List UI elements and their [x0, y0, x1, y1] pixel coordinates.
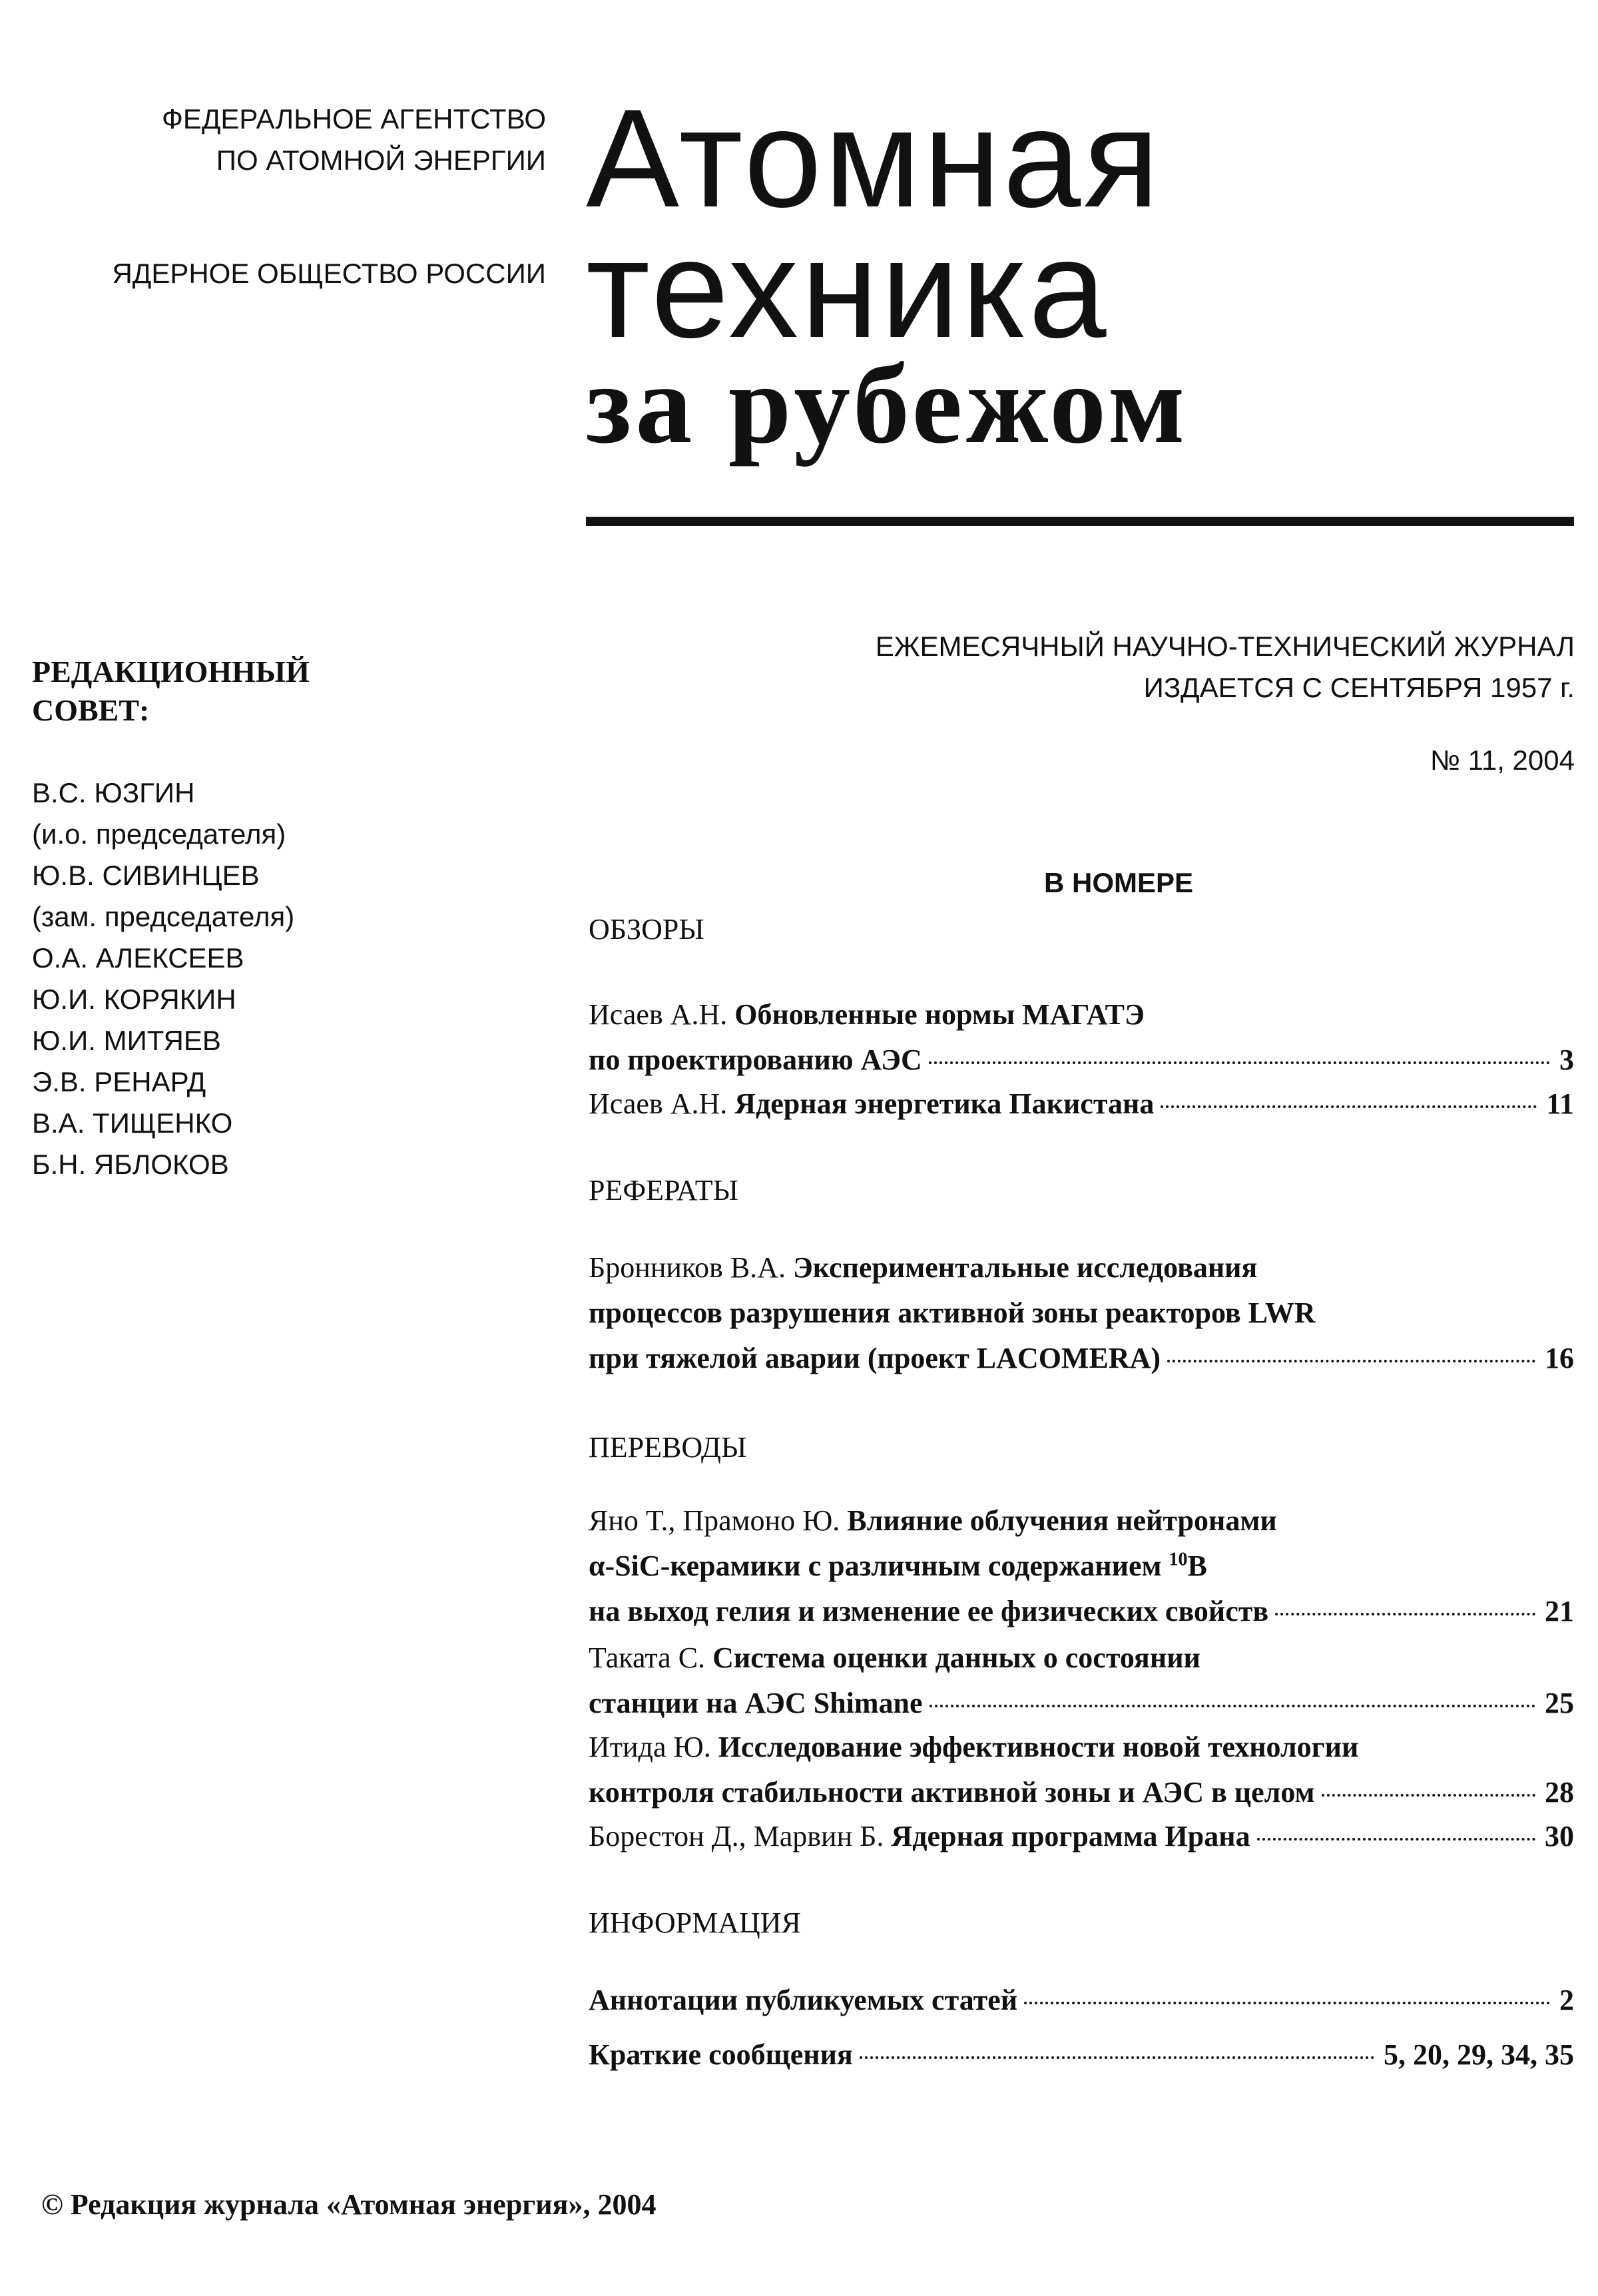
board-member: Ю.В. СИВИНЦЕВ [32, 860, 260, 891]
masthead-line-1: Атомная [586, 80, 1162, 236]
entry-page: 2 [1559, 1984, 1574, 2016]
dot-leader [1167, 1360, 1535, 1362]
entry-title: Влияние облучения нейтронами [847, 1504, 1277, 1537]
entry-author: Борестон Д., Марвин Б. [589, 1820, 884, 1853]
masthead-line-3: за рубежом [586, 342, 1189, 467]
entry-title: Исследование эффективности новой технологии [718, 1731, 1359, 1763]
masthead-line-2: техника [586, 210, 1109, 367]
entry-title: Аннотации публикуемых статей [589, 1984, 1018, 2016]
dot-leader [1257, 1838, 1535, 1841]
dot-leader [1322, 1794, 1535, 1797]
editorial-board [32, 653, 511, 1185]
contents-entry [589, 1635, 1574, 1726]
journal-masthead [586, 80, 1585, 467]
contents-entry [589, 1245, 1574, 1381]
entry-author: Яно Т., Прамоно Ю. [589, 1504, 840, 1537]
entry-title: Краткие сообщения [589, 2038, 853, 2071]
entry-title: на выход гелия и изменение ее физических свойств [589, 1595, 1269, 1627]
contents-title: В НОМЕРЕ [1043, 867, 1194, 898]
contents-entry [589, 1725, 1574, 1815]
publishers-block [53, 99, 546, 294]
entry-page: 11 [1546, 1087, 1574, 1120]
entry-title: по проектированию АЭС [589, 1043, 922, 1076]
board-member: Б.Н. ЯБЛОКОВ [32, 1149, 229, 1180]
section-heading-translations: ПЕРЕВОДЫ [589, 1431, 747, 1464]
contents-entry [589, 2032, 1574, 2078]
entry-title: контроля стабильности активной зоны и АЭС в целом [589, 1776, 1315, 1809]
contents-entry [589, 992, 1574, 1083]
copyright-notice: © Редакция журнала «Атомная энергия», 2004 [41, 2188, 657, 2221]
entry-title: Система оценки данных о состоянии [712, 1641, 1200, 1674]
journal-info [732, 626, 1575, 709]
dot-leader [860, 2056, 1374, 2059]
contents-entry [589, 1081, 1574, 1127]
issue-number: № 11, 2004 [1430, 744, 1575, 776]
board-heading: РЕДАКЦИОННЫЙ СОВЕТ: [32, 655, 310, 727]
board-member: Э.В. РЕНАРД [32, 1066, 206, 1097]
entry-author: Исаев А.Н. [589, 1087, 728, 1120]
agency-line-2: ПО АТОМНОЙ ЭНЕРГИИ [216, 144, 546, 176]
entry-page: 16 [1545, 1342, 1574, 1374]
contents-entry [589, 1978, 1574, 2023]
board-member: О.А. АЛЕКСЕЕВ [32, 942, 244, 974]
entry-title: Обновленные нормы МАГАТЭ [734, 998, 1145, 1031]
entry-author: Таката С. [589, 1641, 706, 1674]
entry-page: 30 [1545, 1820, 1574, 1853]
entry-author: Исаев А.Н. [589, 998, 728, 1031]
journal-since: ИЗДАЕТСЯ С СЕНТЯБРЯ 1957 г. [1143, 672, 1575, 703]
board-member: Ю.И. МИТЯЕВ [32, 1025, 221, 1056]
board-role: (зам. председателя) [32, 901, 295, 932]
isotope-mass: 10 [1169, 1549, 1188, 1570]
section-heading-reviews: ОБЗОРЫ [589, 913, 704, 946]
entry-author: Итида Ю. [589, 1731, 711, 1763]
section-heading-abstracts: РЕФЕРАТЫ [589, 1174, 738, 1207]
entry-page: 3 [1559, 1043, 1574, 1076]
contents-entry [589, 1498, 1574, 1634]
entry-page: 21 [1545, 1595, 1574, 1627]
entry-title: процессов разрушения активной зоны реакторов LWR [589, 1296, 1316, 1329]
section-heading-information: ИНФОРМАЦИЯ [589, 1906, 801, 1939]
dot-leader [1024, 2002, 1550, 2004]
entry-author: Бронников В.А. [589, 1251, 786, 1284]
dot-leader [930, 1705, 1535, 1707]
entry-title: Ядерная программа Ирана [891, 1820, 1250, 1853]
board-member: В.С. ЮЗГИН [32, 777, 195, 808]
contents-entry [589, 1814, 1574, 1859]
society-name: ЯДЕРНОЕ ОБЩЕСТВО РОССИИ [112, 258, 546, 289]
journal-type: ЕЖЕМЕСЯЧНЫЙ НАУЧНО-ТЕХНИЧЕСКИЙ ЖУРНАЛ [875, 631, 1575, 662]
board-member: В.А. ТИЩЕНКО [32, 1107, 233, 1139]
masthead-rule [586, 517, 1574, 526]
entry-title: станции на АЭС Shimane [589, 1687, 923, 1719]
entry-page: 28 [1545, 1776, 1574, 1809]
entry-title: при тяжелой аварии (проект LACOMERA) [589, 1342, 1161, 1374]
entry-title: Ядерная энергетика Пакистана [734, 1087, 1155, 1120]
board-member: Ю.И. КОРЯКИН [32, 984, 236, 1015]
dot-leader [1161, 1105, 1537, 1108]
isotope-symbol: B [1187, 1550, 1207, 1582]
entry-page: 5, 20, 29, 34, 35 [1384, 2038, 1574, 2071]
board-role: (и.о. председателя) [32, 818, 286, 850]
entry-title: Экспериментальные исследования [792, 1251, 1258, 1284]
dot-leader [1275, 1613, 1535, 1615]
entry-page: 25 [1545, 1687, 1574, 1719]
entry-title: α-SiC-керамики с различным содержанием [589, 1550, 1162, 1582]
agency-line-1: ФЕДЕРАЛЬНОЕ АГЕНТСТВО [162, 103, 546, 135]
dot-leader [929, 1061, 1550, 1064]
